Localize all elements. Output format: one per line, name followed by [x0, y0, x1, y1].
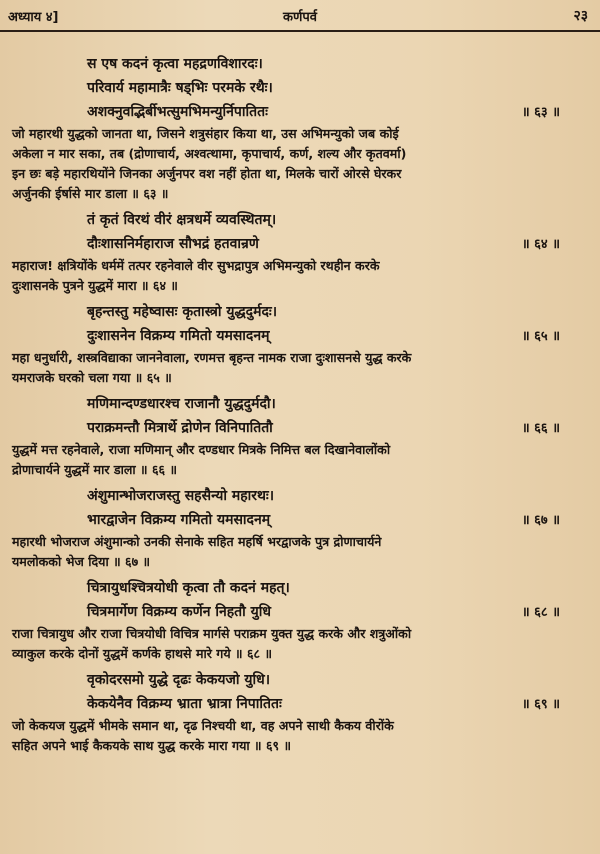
verse-text: पराक्रमन्तौ मित्रार्थे द्रोणेन विनिपातितौ: [87, 420, 273, 436]
verse-line: [12, 668, 592, 692]
verse-line: [12, 208, 592, 232]
verse-text: केकयेनैव विक्रम्य भ्राता भ्रात्रा निपातितः: [87, 696, 282, 712]
verse-number: ॥ ६६ ॥: [521, 421, 560, 436]
verse-text: अंशुमान्भोजराजस्तु सहसैन्यो महारथः।: [87, 488, 275, 504]
verse-text: दुःशासनेन विक्रम्य गमितो यमसादनम्: [87, 328, 270, 344]
verse-line: [12, 692, 592, 716]
verse-line: [12, 576, 592, 600]
translation-paragraph: युद्धमें मत्त रहनेवाले, राजा मणिमान् और दण्डधार मित्रके निमित्त बल दिखानेवालोंको द्रोणाचार्यने युद्धमें मार डाला ॥ ६६ ॥: [12, 442, 391, 477]
verse-line: [12, 508, 592, 532]
verse-line: [12, 416, 592, 440]
verse-line: [12, 52, 592, 76]
verse-line: [12, 484, 592, 508]
verse-line: [12, 76, 592, 100]
verse-text: वृकोदरसमो युद्धे दृढः केकयजो युधि।: [87, 672, 271, 688]
verse-line: [12, 324, 592, 348]
verse-text: मणिमान्दण्डधारश्च राजानौ युद्धदुर्मदौ।: [87, 396, 276, 412]
verse-line: [12, 600, 592, 624]
verse-line: [12, 232, 592, 256]
translation-paragraph: महा धनुर्धारी, शस्त्रविद्याका जाननेवाला, रणमत्त बृहन्त नामक राजा दुःशासनसे युद्ध करके यमराजके घरको चला गया ॥ ६५ ॥: [12, 350, 412, 385]
verse-number: ॥ ६८ ॥: [521, 605, 560, 620]
verse-text: दौःशासनिर्महाराज सौभद्रं हतवान्रणे: [87, 236, 259, 252]
translation-paragraph: जो केकयज युद्धमें भीमके समान था, दृढ निश्चयी था, वह अपने साथी कैकय वीरोंके सहित अपने भाई कैकयके साथ युद्ध करके मारा गया ॥ ६९ ॥: [12, 718, 394, 753]
verse-line: [12, 300, 592, 324]
translation-paragraph: महाराज! क्षत्रियोंके धर्ममें तत्पर रहनेवाले वीर सुभद्रापुत्र अभिमन्युको रथहीन करके दुःशासनके पुत्रने युद्धमें मारा ॥ ६४ ॥: [12, 258, 380, 293]
page-header: [0, 0, 600, 32]
verse-text: परिवार्य महामात्रैः षड्भिः परमके रथैः।: [87, 80, 273, 96]
translation-paragraph: महारथी भोजराज अंशुमान्को उनकी सेनाके सहित महर्षि भरद्वाजके पुत्र द्रोणाचार्यने यमलोकको भेज दिया ॥ ६७ ॥: [12, 534, 382, 569]
running-title: कर्णपर्व: [283, 10, 317, 25]
verse-text: तं कृतं विरथं वीरं क्षत्रधर्मे व्यवस्थितम्।: [87, 212, 277, 228]
verse-line: [12, 100, 592, 124]
page-body: [12, 52, 592, 756]
verse-number: ॥ ६३ ॥: [521, 105, 560, 120]
verse-number: ॥ ६९ ॥: [521, 697, 560, 712]
translation-paragraph: राजा चित्रायुध और राजा चित्रयोधी विचित्र मार्गसे पराक्रम युक्त युद्ध करके और शत्रुओंको व्याकुल करके दोनों युद्धमें कर्णके हाथसे मारे गये ॥ ६८ ॥: [12, 626, 412, 661]
verse-text: भारद्वाजेन विक्रम्य गमितो यमसादनम्: [87, 512, 271, 528]
verse-text: स एष कदनं कृत्वा महद्रणविशारदः।: [87, 56, 263, 72]
page-number: २३: [573, 8, 588, 24]
verse-line: [12, 392, 592, 416]
translation-paragraph: जो महारथी युद्धको जानता था, जिसने शत्रुसंहार किया था, उस अभिमन्युको जब कोई अकेला न मार सका, तब (द्रोणाचार्य, अश्वत्थामा, कृपाचार्य, कर्ण, शल्य और कृतवर्मा) इन छः बड़े महारथियोंने जिनका अर्जुनपर वश नहीं होता था, मिलके चारों ओरसे घेरकर अर्जुनकी ईर्षासे मार डाला ॥ ६३ ॥: [12, 126, 407, 201]
verse-number: ॥ ६४ ॥: [521, 237, 560, 252]
verse-text: बृहन्तस्तु महेष्वासः कृतास्त्रो युद्धदुर्मदः।: [87, 304, 278, 320]
verse-text: चित्रायुधश्चित्रयोधी कृत्वा तौ कदनं महत्।: [87, 580, 290, 596]
verse-number: ॥ ६५ ॥: [521, 329, 560, 344]
verse-number: ॥ ६७ ॥: [521, 513, 560, 528]
verse-text: चित्रमार्गेण विक्रम्य कर्णेन निहतौ युधि: [87, 604, 272, 620]
verse-text: अशक्नुवद्भिर्बीभत्सुमभिमन्युर्निपातितः: [87, 104, 268, 120]
chapter-label: अध्याय ४]: [8, 10, 59, 25]
